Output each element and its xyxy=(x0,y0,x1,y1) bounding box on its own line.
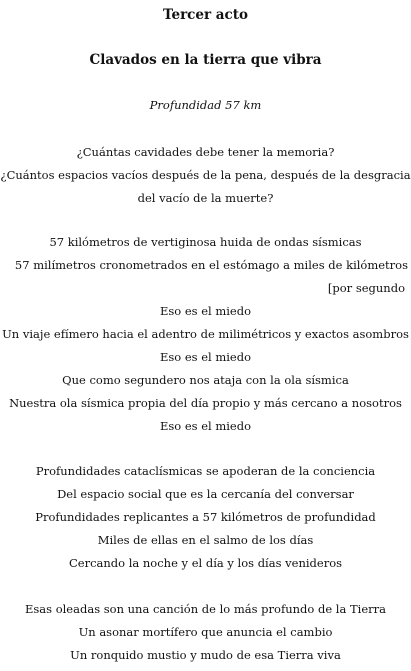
poem-line-continuation: [por segundo xyxy=(327,281,405,295)
poem-line: ¿Cuántas cavidades debe tener la memoria? xyxy=(76,145,335,159)
poem-line: Esas oleadas son una canción de lo más profundo de la Tierra xyxy=(25,602,386,616)
stanza-3 xyxy=(0,460,411,575)
poem-line: Que como segundero nos ataja con la ola sísmica xyxy=(62,373,349,387)
poem-line: Miles de ellas en el salmo de los días xyxy=(97,533,314,547)
depth-label: Profundidad 57 km xyxy=(149,98,262,112)
act-title: Tercer acto xyxy=(162,7,249,23)
poem-line: Del espacio social que es la cercanía del conversar xyxy=(57,487,354,501)
poem-line: Nuestra ola sísmica propia del día propio y más cercano a nosotros xyxy=(9,396,402,410)
poem-line: Un asonar mortífero que anuncia el cambio xyxy=(78,625,333,639)
poem-line: 57 kilómetros de vertiginosa huida de ondas sísmicas xyxy=(49,235,362,249)
poem-line: Cercando la noche y el día y los días venideros xyxy=(68,556,343,570)
chapter-title: Clavados en la tierra que vibra xyxy=(89,52,322,68)
poem-line: Eso es el miedo xyxy=(159,350,252,364)
poem-line: Eso es el miedo xyxy=(159,304,252,318)
stanza-1 xyxy=(0,141,411,210)
poem-line: Profundidades cataclísmicas se apoderan de la conciencia xyxy=(35,464,376,478)
poem-line: Profundidades replicantes a 57 kilómetros de profundidad xyxy=(35,510,376,524)
poem-line: Un viaje efímero hacia el adentro de milimétricos y exactos asombros xyxy=(2,327,409,341)
poem-line: Un ronquido mustio y mudo de esa Tierra viva xyxy=(70,648,341,662)
stanza-4 xyxy=(0,598,411,667)
poem-line: 57 milímetros cronometrados en el estómago a miles de kilómetros xyxy=(14,258,408,272)
poem-line: del vacío de la muerte? xyxy=(137,191,274,205)
stanza-2 xyxy=(0,231,411,438)
poem-line: Eso es el miedo xyxy=(159,419,252,433)
poem-line: ¿Cuántos espacios vacíos después de la pena, después de la desgracia xyxy=(0,168,411,182)
